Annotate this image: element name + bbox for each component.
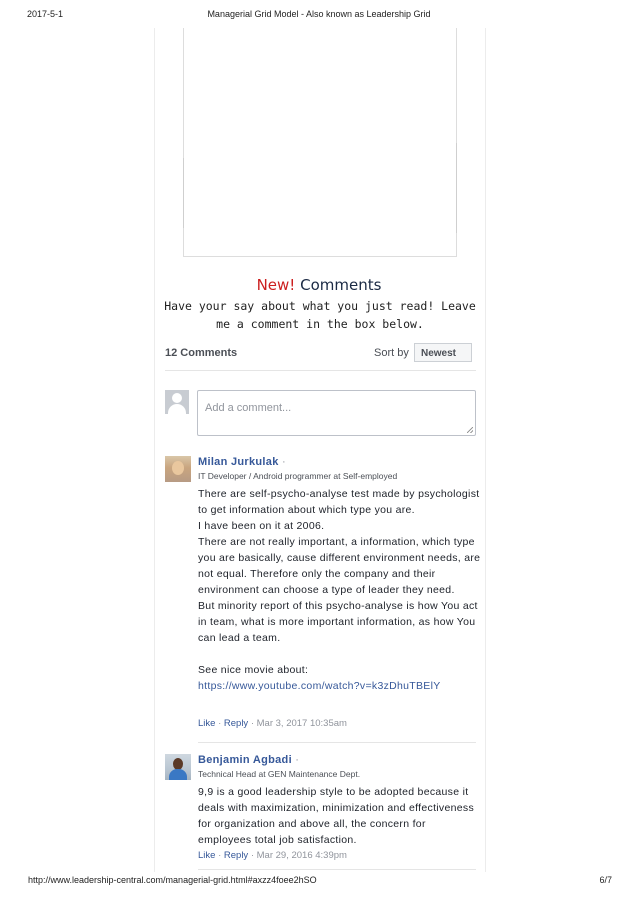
sort-select[interactable]: Newest bbox=[414, 343, 472, 362]
comment-timestamp[interactable]: Mar 3, 2017 10:35am bbox=[256, 718, 347, 729]
comment-author-role: IT Developer / Android programmer at Self-employed bbox=[198, 471, 398, 481]
print-page-number: 6/7 bbox=[599, 875, 612, 885]
comment-author[interactable]: Benjamin Agbadi · bbox=[198, 754, 300, 766]
toolbar-divider bbox=[165, 370, 476, 371]
print-url: http://www.leadership-central.com/managerial-grid.html#axzz4foee2hSO bbox=[28, 875, 317, 885]
resize-handle-icon[interactable] bbox=[467, 427, 473, 433]
comment-body: There are self-psycho-analyse test made by psychologist to get information about which type you are. I have been on it at 2006. There are not really important, a information, which type you are basically, cause different environment needs, are not equal. Therefore only the company and their environment can choose a type of leader they need. But minority report of this psycho-analyse is how You act in team, what is more important information, as how You can lead a team. See nice movie about: https://www.youtube.com/watch?v=k3zDhuTBElY bbox=[198, 488, 481, 692]
print-header bbox=[0, 9, 638, 23]
print-date: 2017-5-1 bbox=[27, 9, 64, 19]
current-user-avatar bbox=[165, 390, 189, 414]
comments-intro: Have your say about what you just read! Leave me a comment in the box below. bbox=[164, 299, 476, 331]
new-badge: New! bbox=[256, 276, 296, 294]
comment-item bbox=[165, 456, 480, 741]
print-footer bbox=[0, 875, 638, 889]
add-comment-input[interactable] bbox=[197, 390, 476, 436]
comment-author[interactable]: Milan Jurkulak · bbox=[198, 456, 286, 468]
like-link[interactable]: Like bbox=[198, 850, 216, 861]
reply-link[interactable]: Reply bbox=[223, 850, 249, 861]
comment-timestamp[interactable]: Mar 29, 2016 4:39pm bbox=[256, 850, 347, 861]
comment-link[interactable]: https://www.youtube.com/watch?v=k3zDhuTBElY bbox=[198, 680, 441, 692]
embedded-frame bbox=[183, 28, 457, 257]
comment-author-role: Technical Head at GEN Maintenance Dept. bbox=[198, 769, 361, 779]
comments-toolbar bbox=[165, 342, 476, 364]
comment-body: 9,9 is a good leadership style to be adopted because it deals with maximization, minimization and effectiveness for organization and above all, the concern for employees total job satisfaction. bbox=[198, 786, 475, 846]
comments-heading bbox=[154, 276, 484, 294]
like-link[interactable]: Like bbox=[198, 718, 216, 729]
reply-link[interactable]: Reply bbox=[223, 718, 249, 729]
print-page-title: Managerial Grid Model - Also known as Leadership Grid bbox=[207, 9, 431, 19]
add-comment-placeholder: Add a comment... bbox=[205, 402, 292, 414]
comment-divider bbox=[198, 869, 476, 870]
comment-actions: Like · Reply · Mar 29, 2016 4:39pm bbox=[198, 850, 347, 861]
comments-heading-label: Comments bbox=[300, 276, 382, 294]
sort-label: Sort by bbox=[374, 347, 409, 359]
comment-divider bbox=[198, 742, 476, 743]
frame-edge-right bbox=[456, 143, 457, 233]
frame-edge-left bbox=[183, 158, 184, 228]
comment-count: 12 Comments bbox=[165, 347, 238, 359]
avatar[interactable] bbox=[165, 456, 191, 482]
comment-item bbox=[165, 754, 480, 864]
avatar[interactable] bbox=[165, 754, 191, 780]
comment-actions: Like · Reply · Mar 3, 2017 10:35am bbox=[198, 718, 347, 729]
